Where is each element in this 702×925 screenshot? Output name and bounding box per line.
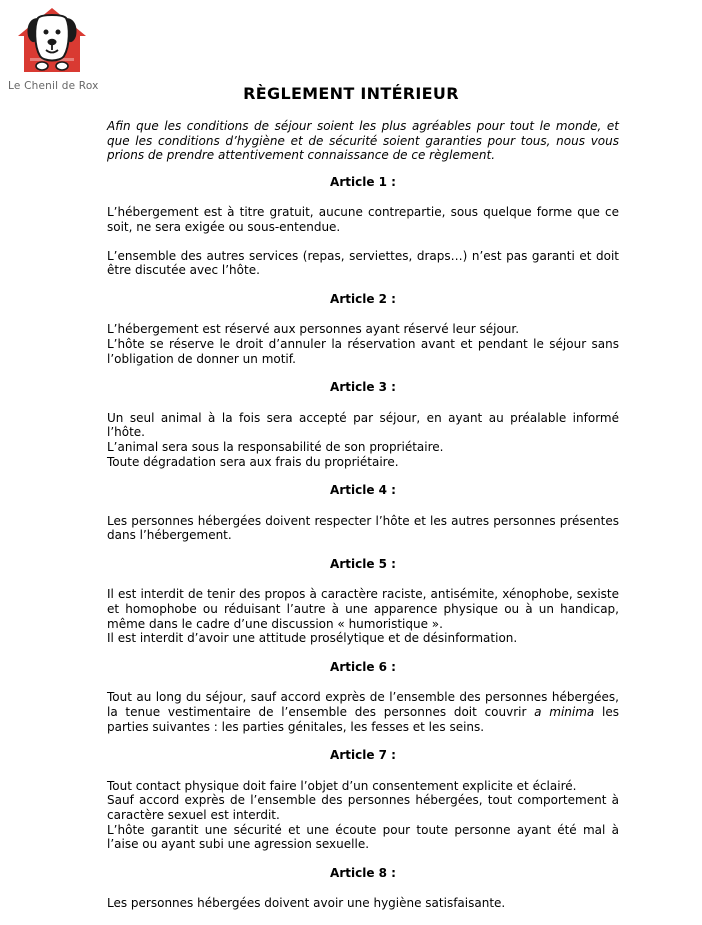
paragraph-line: L’ensemble des autres services (repas, serviettes, draps…) n’est pas garanti et doit être discutée avec l’hôte. xyxy=(107,248,619,278)
paragraph-line: L’hôte se réserve le droit d’annuler la réservation avant et pendant le séjour sans l’obligation de donner un motif. xyxy=(107,336,619,366)
paragraph-line: L’hébergement est réservé aux personnes ayant réservé leur séjour. xyxy=(107,322,520,337)
paragraph-line: Les personnes hébergées doivent respecter l’hôte et les autres personnes présentes dans l’hébergement. xyxy=(107,513,619,543)
paragraph-line: Il est interdit d’avoir une attitude prosélytique et de désinformation. xyxy=(107,631,518,646)
document-body xyxy=(107,119,619,925)
intro-paragraph: Afin que les conditions de séjour soient les plus agréables pour tout le monde, et que les conditions d’hygiène et de sécurité soient garanties pour tous, nous vous prions de prendre attentivement connaissance de ce règlement. xyxy=(107,119,619,163)
logo-text: Le Chenil de Rox xyxy=(8,80,99,92)
article-title: Article 7 : xyxy=(330,748,396,763)
paragraph-line: Un seul animal à la fois sera accepté par séjour, en ayant au préalable informé l’hôte. xyxy=(107,410,619,440)
paragraph-line: Il est interdit de tenir des propos à caractère raciste, antisémite, xénophobe, sexiste et homophobe ou réduisant l’autre à une apparence physique ou à un handicap, même dans le cadre d’une discussion « humoristique ». xyxy=(107,587,619,631)
logo xyxy=(8,6,104,92)
paragraph-line: Tout contact physique doit faire l’objet d’un consentement explicite et éclairé. xyxy=(107,778,577,793)
article-title: Article 5 : xyxy=(330,556,396,571)
article-title: Article 3 : xyxy=(330,380,396,395)
paragraph-line: Toute dégradation sera aux frais du propriétaire. xyxy=(107,454,399,469)
paragraph-line: Tout au long du séjour, sauf accord exprès de l’ensemble des personnes hébergées, la tenue vestimentaire de l’ensemble des personnes doit couvrir a minima les parties suivantes : les parties génitales, les fesses et les seins. xyxy=(107,690,619,734)
article-title: Article 6 : xyxy=(330,659,396,674)
article-paragraph xyxy=(107,690,619,734)
paragraph-line: L’hôte garantit une sécurité et une écoute pour toute personne ayant été mal à l’aise ou ayant subi une agression sexuelle. xyxy=(107,822,619,852)
article-paragraph xyxy=(107,896,619,911)
paragraph-line: L’hébergement est à titre gratuit, aucune contrepartie, sous quelque forme que ce soit, ne sera exigée ou sous-entendue. xyxy=(107,205,619,234)
article-paragraph xyxy=(107,514,619,543)
article-paragraph xyxy=(107,587,619,645)
article-paragraph xyxy=(107,322,619,366)
paragraph-line: Les personnes hébergées doivent avoir une hygiène satisfaisante. xyxy=(107,896,506,911)
article-title: Article 4 : xyxy=(330,483,396,498)
article-title: Article 1 : xyxy=(330,174,396,189)
article-paragraph xyxy=(107,205,619,234)
article-paragraph xyxy=(107,779,619,852)
paragraph-line: L’animal sera sous la responsabilité de son propriétaire. xyxy=(107,439,444,454)
article-paragraph xyxy=(107,249,619,278)
dog-house-icon xyxy=(16,6,88,74)
article-paragraph xyxy=(107,411,619,469)
page-title: RÈGLEMENT INTÉRIEUR xyxy=(243,84,459,103)
article-title: Article 2 : xyxy=(330,291,396,306)
article-title: Article 8 : xyxy=(330,865,396,880)
paragraph-line: Sauf accord exprès de l’ensemble des personnes hébergées, tout comportement à caractère sexuel est interdit. xyxy=(107,793,619,822)
